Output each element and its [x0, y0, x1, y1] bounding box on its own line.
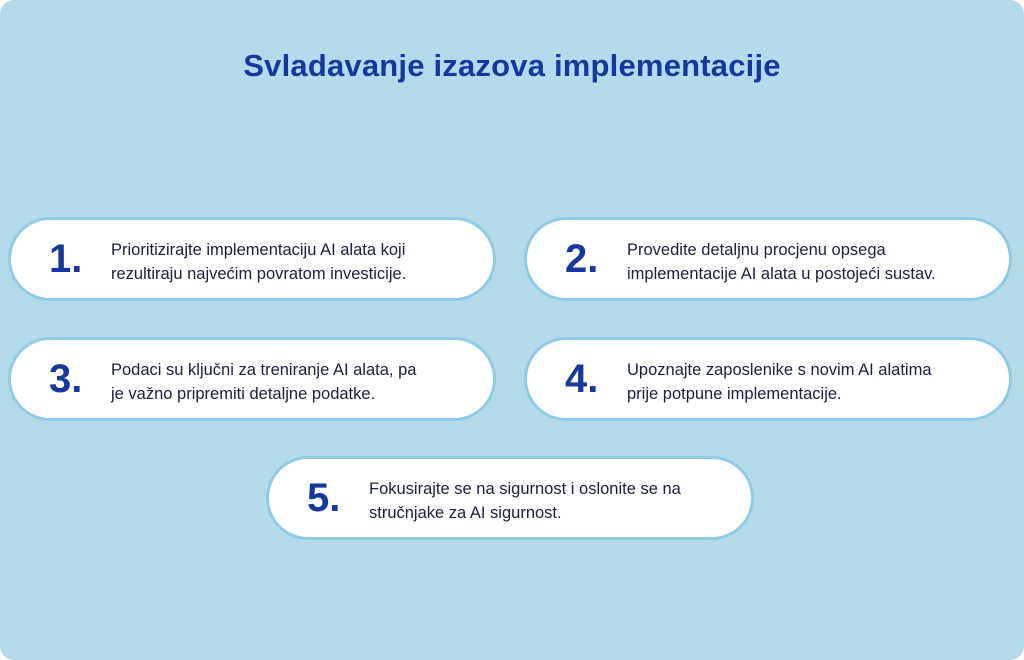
- step-text: [627, 358, 997, 406]
- step-text-line-1: Podaci su ključni za treniranje AI alata, pa: [111, 361, 417, 379]
- step-text-line-1: Fokusirajte se na sigurnost i oslonite se na: [369, 480, 681, 498]
- step-text-line-1: Provedite detaljnu procjenu opsega: [627, 241, 886, 259]
- step-number: 5.: [307, 476, 341, 520]
- step-card-1: [8, 217, 496, 301]
- step-card-2: [524, 217, 1012, 301]
- step-number: 4.: [565, 357, 599, 401]
- step-number: 2.: [565, 237, 599, 281]
- step-number: 1.: [49, 237, 83, 281]
- step-text: [627, 238, 997, 286]
- step-number: 3.: [49, 357, 83, 401]
- step-text-line-2: stručnjake za AI sigurnost.: [369, 504, 562, 522]
- step-text-line-1: Prioritizirajte implementaciju AI alata koji: [111, 241, 406, 259]
- step-text: [369, 477, 739, 525]
- step-text-line-2: prije potpune implementacije.: [627, 385, 842, 403]
- page-title: Svladavanje izazova implementacije: [243, 48, 781, 83]
- step-card-3: [8, 337, 496, 421]
- step-text-line-1: Upoznajte zaposlenike s novim AI alatima: [627, 361, 932, 379]
- step-card-4: [524, 337, 1012, 421]
- step-text: [111, 238, 481, 286]
- step-card-5: [266, 456, 754, 540]
- step-text-line-2: je važno pripremiti detaljne podatke.: [111, 385, 376, 403]
- step-text-line-2: implementacije AI alata u postojeći sustav.: [627, 265, 936, 283]
- step-text: [111, 358, 481, 406]
- step-text-line-2: rezultiraju najvećim povratom investicije.: [111, 265, 407, 283]
